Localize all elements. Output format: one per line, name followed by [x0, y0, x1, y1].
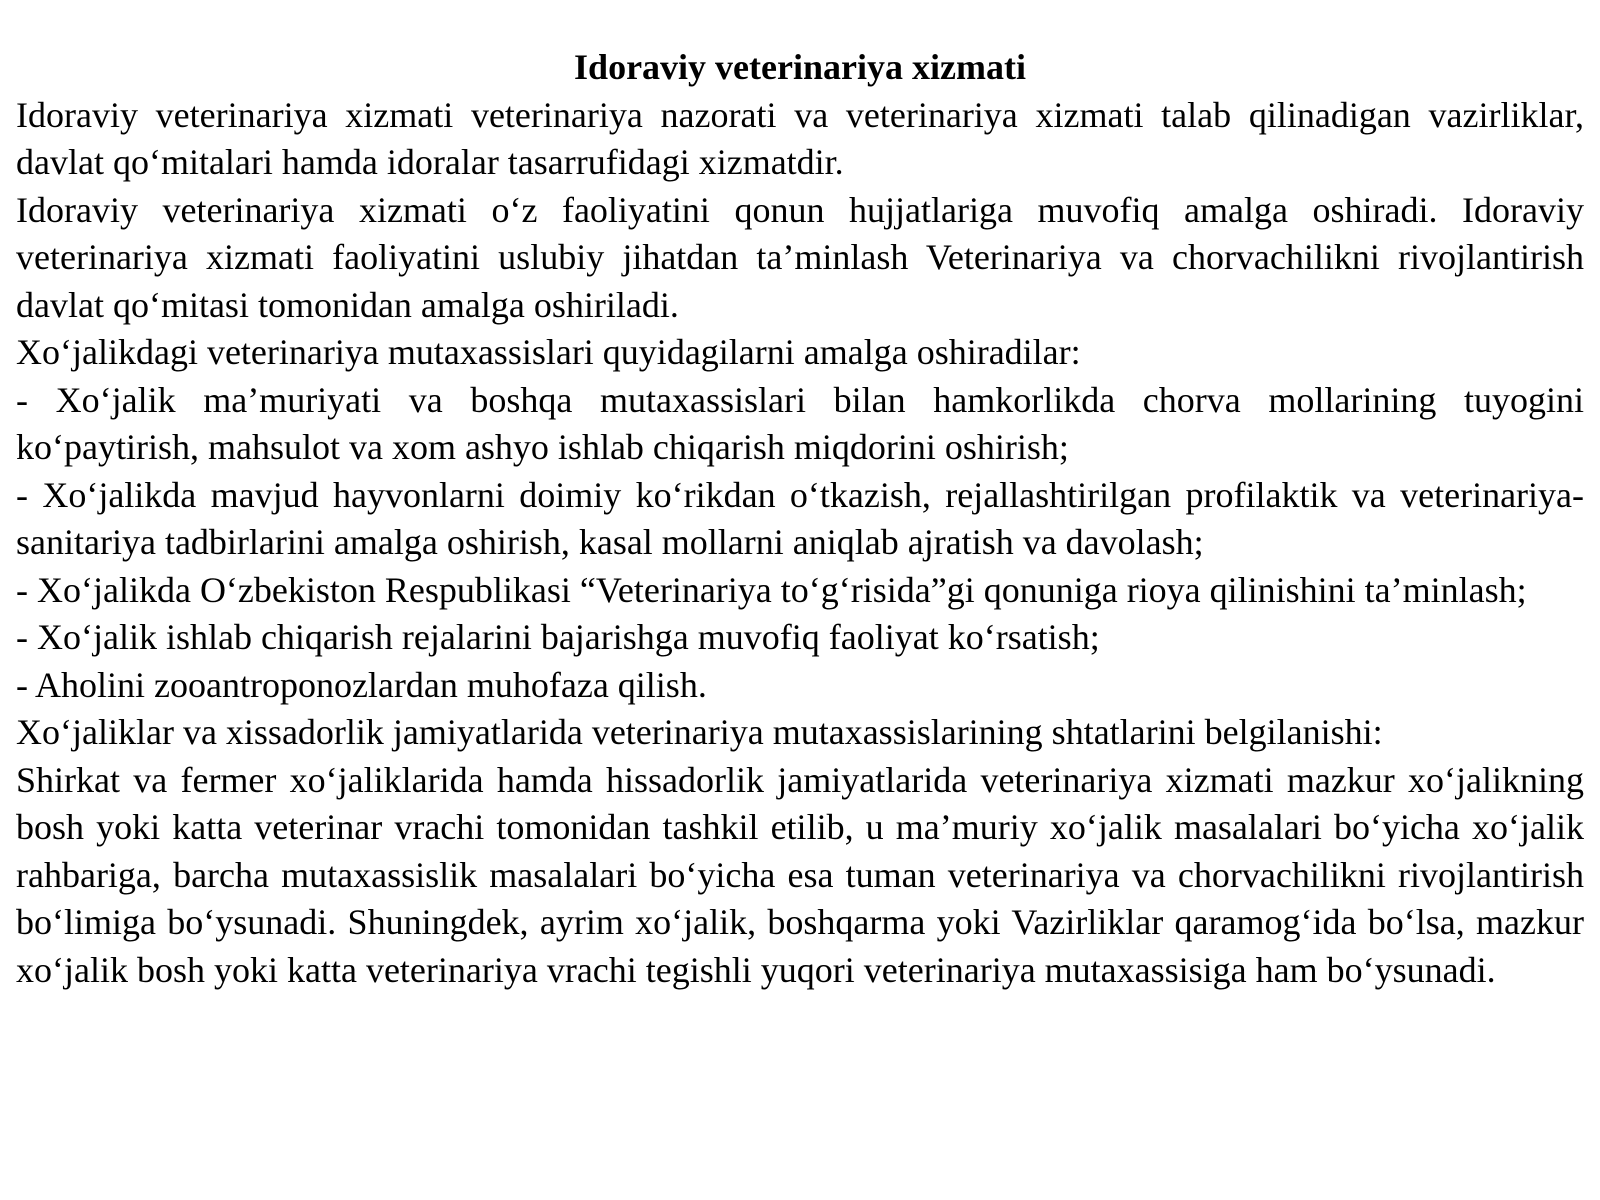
paragraph-staffing-details: Shirkat va fermer xo‘jaliklarida hamda hissadorlik jamiyatlarida veterinariya xizmati mazkur xo‘jalikning bosh yoki katta veterinar vrachi tomonidan tashkil etilib, u ma’muriy xo‘jalik masalalari bo‘yicha xo‘jalik rahbariga, barcha mutaxassislik masalalari bo‘yicha esa tuman veterinariya va chorvachilikni rivojlantirish bo‘limiga bo‘ysunadi. Shuningdek, ayrim xo‘jalik, boshqarma yoki Vazirliklar qaramog‘ida bo‘lsa, mazkur xo‘jalik bosh yoki katta veterinariya vrachi tegishli yuqori veterinariya mutaxassisiga ham bo‘ysunadi.: [16, 759, 1584, 990]
list-item-zoonoses-protection: - Aholini zooantroponozlardan muhofaza qilish.: [16, 664, 707, 705]
list-item-livestock-growth: - Xo‘jalik ma’muriyati va boshqa mutaxassislari bilan hamkorlikda chorva mollarining tuyogini ko‘paytirish, mahsulot va xom ashyo ishlab chiqarish miqdorini oshirish;: [16, 379, 1584, 467]
document-body: [16, 44, 1584, 994]
list-item-production-plans: - Xo‘jalik ishlab chiqarish rejalarini bajarishga muvofiq faoliyat ko‘rsatish;: [16, 617, 1100, 657]
list-item-animal-inspection: - Xo‘jalikda mavjud hayvonlarni doimiy ko‘rikdan o‘tkazish, rejallashtirilgan profilaktik va veterinariya-sanitariya tadbirlarini amalga oshirish, kasal mollarni aniqlab ajratish va davolash;: [16, 474, 1584, 562]
document-title: Idoraviy veterinariya xizmati: [574, 47, 1026, 87]
paragraph-definition: Idoraviy veterinariya xizmati veterinariya nazorati va veterinariya xizmati talab qilinadigan vazirliklar, davlat qo‘mitalari hamda idoralar tasarrufidagi xizmatdir.: [16, 94, 1584, 182]
paragraph-legal-basis: Idoraviy veterinariya xizmati o‘z faoliyatini qonun hujjatlariga muvofiq amalga oshiradi. Idoraviy veterinariya xizmati faoliyatini uslubiy jihatdan ta’minlash Veterinariya va chorvachilikni rivojlantirish davlat qo‘mitasi tomonidan amalga oshiriladi.: [16, 189, 1584, 325]
list-item-law-compliance: - Xo‘jalikda O‘zbekiston Respublikasi “Veterinariya to‘g‘risida”gi qonuniga rioya qilinishini ta’minlash;: [16, 569, 1527, 610]
paragraph-staffing-heading: Xo‘jaliklar va xissadorlik jamiyatlarida veterinariya mutaxassislarining shtatlarini belgilanishi:: [16, 712, 1383, 752]
paragraph-duties-intro: Xo‘jalikdagi veterinariya mutaxassislari quyidagilarni amalga oshiradilar:: [16, 332, 1081, 372]
